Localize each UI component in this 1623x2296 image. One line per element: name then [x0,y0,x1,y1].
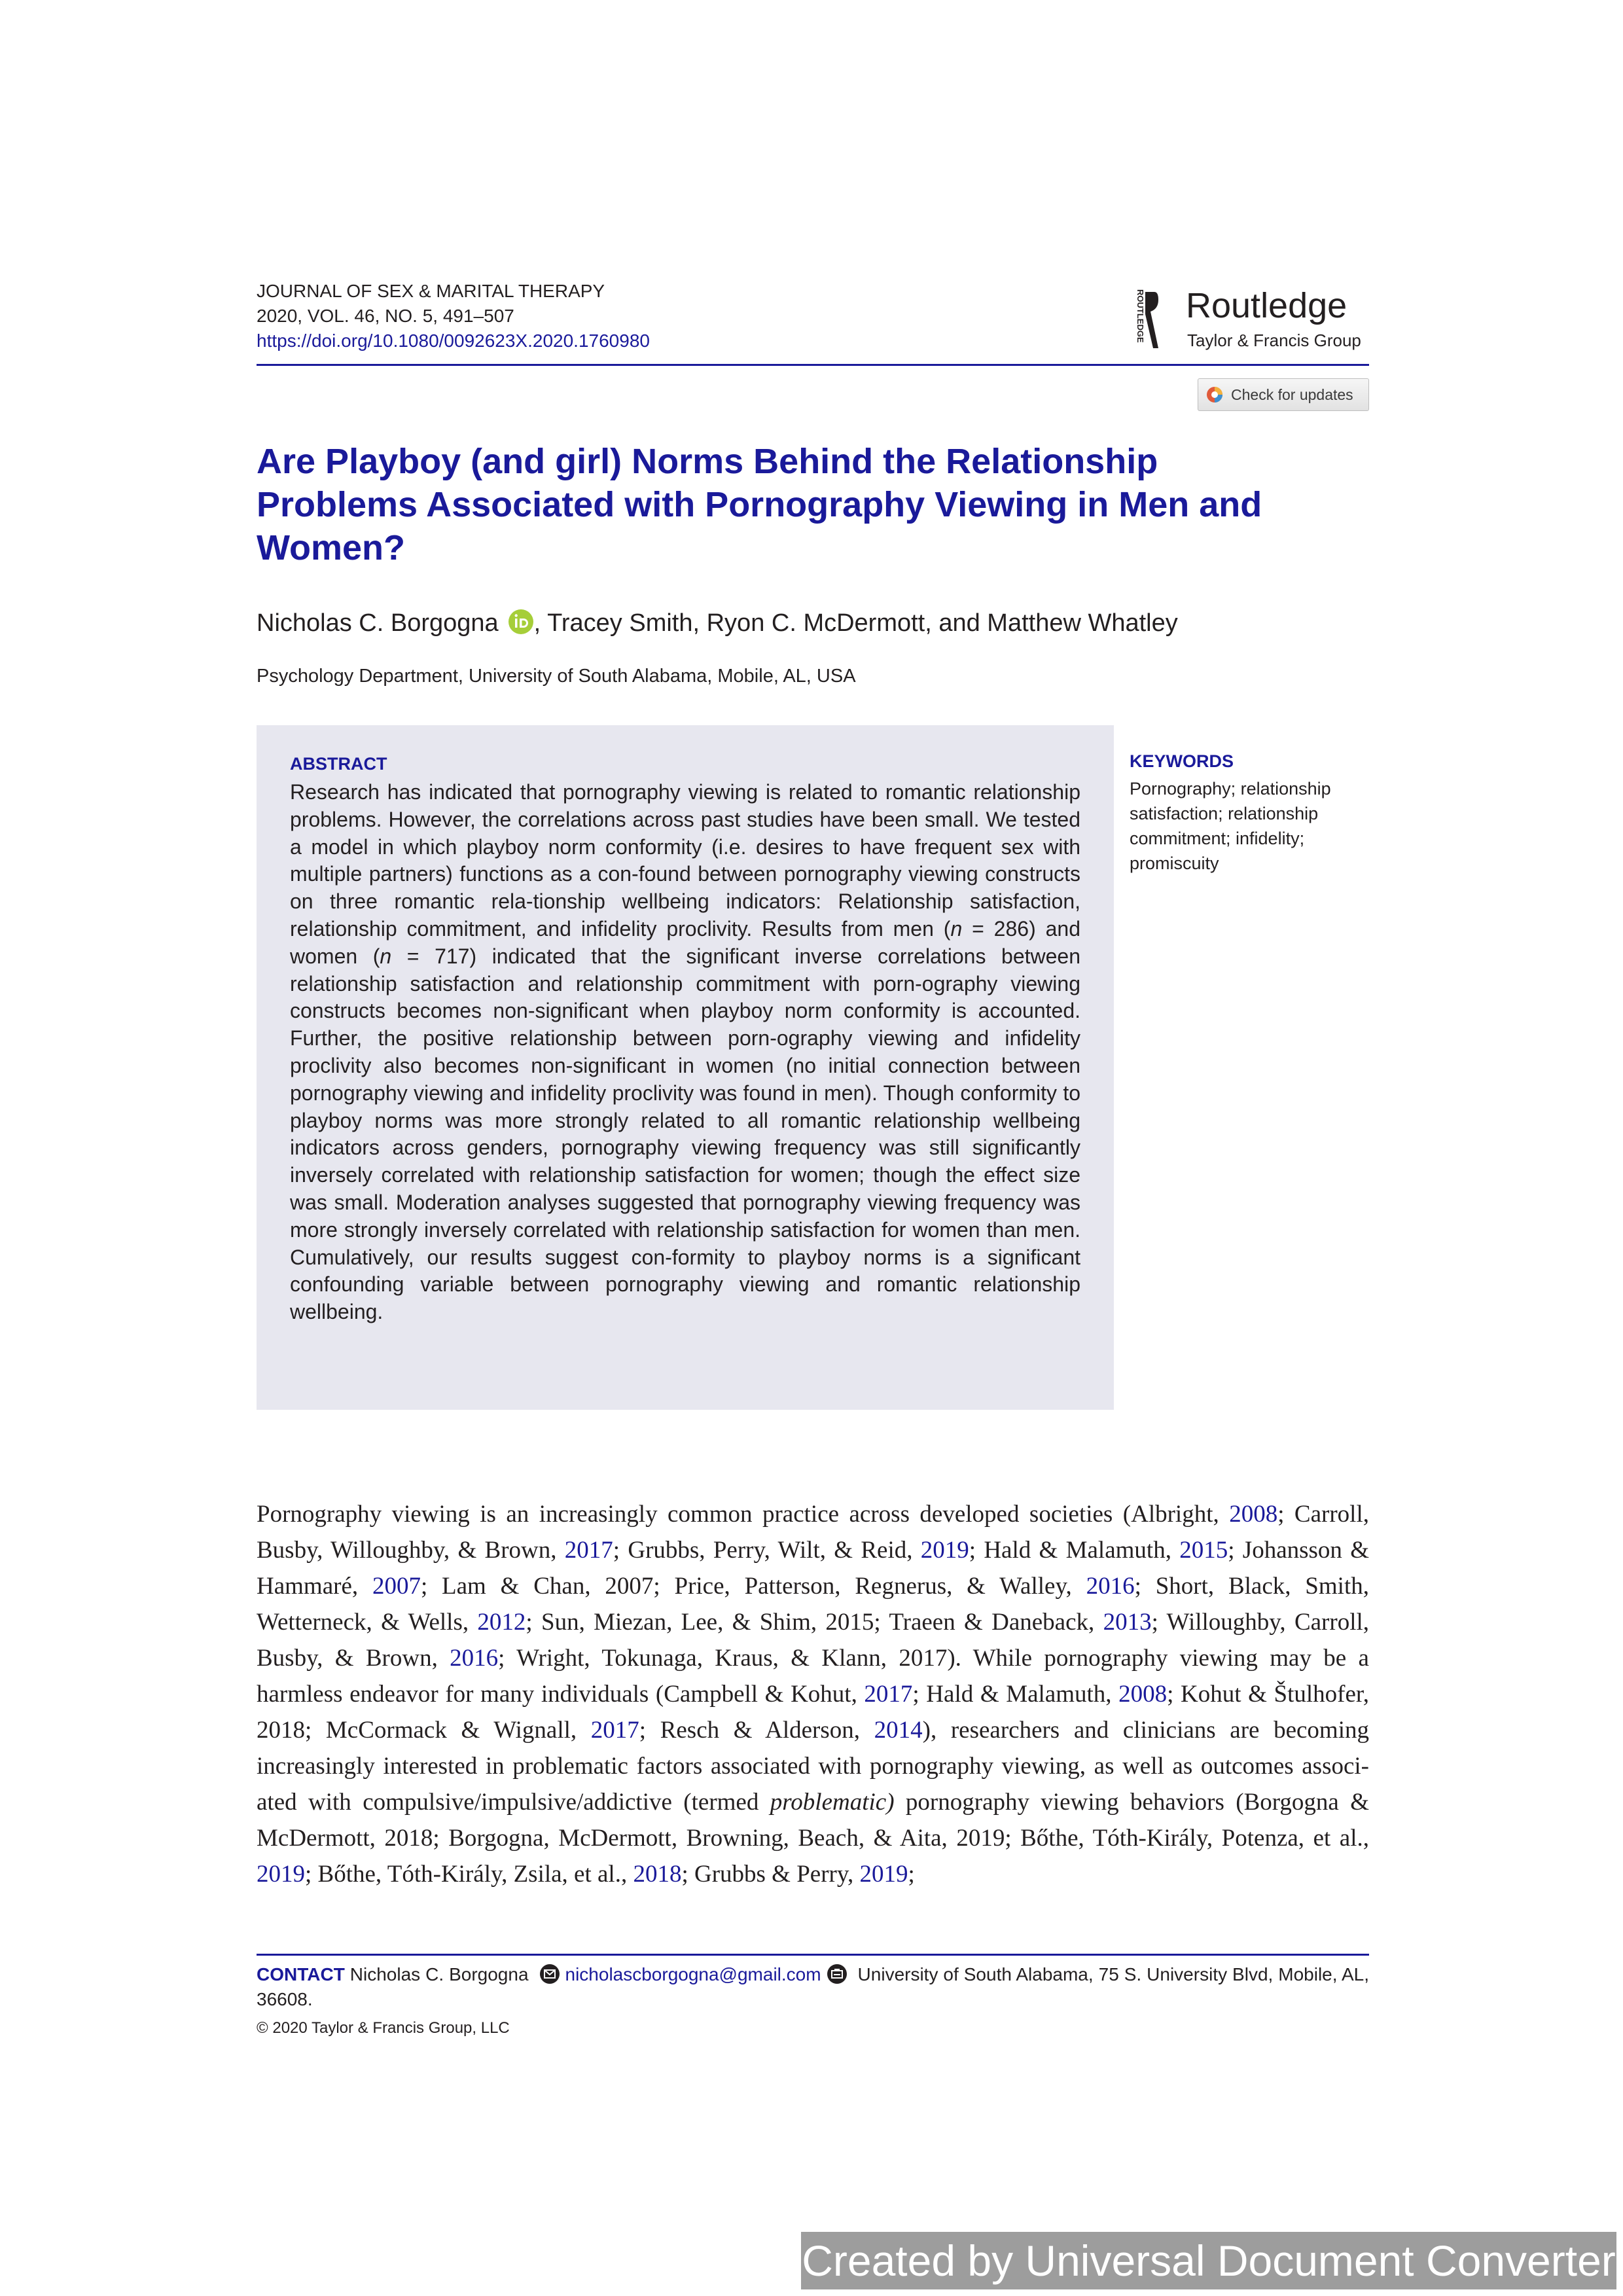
publisher-name: Routledge [1186,286,1347,325]
journal-info [257,279,650,353]
keywords-heading: KEYWORDS [1130,751,1234,771]
author-first: Nicholas C. Borgogna [257,609,499,637]
publisher-spine: ROUTLEDGE [1135,289,1145,343]
citation-link[interactable]: 2008 [1229,1501,1278,1528]
citation-link[interactable]: 2016 [1086,1573,1135,1600]
contact-address: University of South Alabama, 75 S. University Blvd, Mobile, AL, 36608. [257,1964,1369,2009]
abstract-text: Research has indicated that pornography viewing is related to romantic relationship problems. However, the correlations across past studies have been small. We tested a model in which playboy norm conformity (i.e. desires to have frequent sex with multiple partners) functions as a con-found between pornography viewing constructs on three romantic rela-tionship wellbeing indicators: Relationship satisfaction, relationship commitment, and infidelity proclivity. Results from men (n = 286) and women (n = 717) indicated that the significant inverse correlations between relationship satisfaction and relationship commitment with porn-ography viewing constructs becomes non-significant when playboy norm conformity is accounted. Further, the positive relationship between porn-ography viewing and infidelity proclivity also becomes non-significant in women (no initial connection between pornography viewing and infidelity proclivity was found in men). Though conformity to playboy norms was more strongly related to all romantic relationship wellbeing indicators across genders, pornography viewing frequency was still significantly inversely correlated with relationship satisfaction for women; though the effect size was small. Moderation analyses suggested that pornography viewing frequency was more strongly inversely correlated with relationship satisfaction for women than men. Cumulatively, our results suggest con-formity to playboy norms is a significant confounding variable between pornography viewing and romantic relationship wellbeing. [290,780,1081,1324]
journal-name: JOURNAL OF SEX & MARITAL THERAPY [257,281,605,301]
address-icon [827,1964,847,1984]
affiliation: Psychology Department, University of South Alabama, Mobile, AL, USA [257,666,856,687]
citation-link[interactable]: 2018 [633,1861,682,1888]
journal-volume: 2020, VOL. 46, NO. 5, 491–507 [257,306,514,326]
routledge-logo [1131,285,1369,356]
doi-link[interactable]: https://doi.org/10.1080/0092623X.2020.1760980 [257,331,650,351]
publisher-subtitle: Taylor & Francis Group [1187,331,1361,350]
citation-link[interactable]: 2019 [920,1537,969,1564]
footer-divider [257,1954,1369,1956]
email-link[interactable]: nicholascborgogna@gmail.com [565,1964,821,1984]
citation-link[interactable]: 2014 [874,1717,923,1744]
check-updates-label: Check for updates [1231,386,1353,403]
author-list [257,607,1178,639]
citation-link[interactable]: 2019 [859,1861,908,1888]
email-icon [539,1964,560,1984]
citation-link[interactable]: 2012 [477,1609,526,1636]
header-divider [257,364,1369,366]
copyright: © 2020 Taylor & Francis Group, LLC [257,2019,510,2037]
contact-info: CONTACT Nicholas C. Borgogna nicholascborgogna@gmail.com University of South Alabama, 75 S. University Blvd, Mobile, AL, 36608. [257,1964,1369,2009]
citation-link[interactable]: 2008 [1118,1681,1168,1708]
converter-watermark: Created by Universal Document Converter [801,2232,1616,2289]
citation-link[interactable]: 2017 [864,1681,913,1708]
citation-link[interactable]: 2017 [590,1717,639,1744]
citation-link[interactable]: 2015 [1179,1537,1228,1564]
article-title: Are Playboy (and girl) Norms Behind the Relationship Problems Associated with Pornography Viewing in Men and Women? [257,442,1262,567]
check-for-updates-button[interactable] [1198,378,1369,411]
keywords-text: Pornography; relationship satisfaction; relationship commitment; infidelity; promiscuity [1130,779,1331,873]
body-paragraph: Pornography viewing is an increasingly common practice across developed societies (Albright, 2008; Carroll, Busby, Willoughby, & Brown, 2017; Grubbs, Perry, Wilt, & Reid, 2019; Hald & Malamuth, 2015; Johansson & Hammaré, 2007; Lam & Chan, 2007; Price, Patterson, Regnerus, & Walley, 2016; Short, Black, Smith, Wetterneck, & Wells, 2012; Sun, Miezan, Lee, & Shim, 2015; Traeen & Daneback, 2013; Willoughby, Carroll, Busby, & Brown, 2016; Wright, Tokunaga, Kraus, & Klann, 2017). While pornography viewing may be a harmless endeavor for many individuals (Campbell & Kohut, 2017; Hald & Malamuth, 2008; Kohut & Štulhofer, 2018; McCormack & Wignall, 2017; Resch & Alderson, 2014), researchers and clinicians are becoming increasingly interested in problematic factors associated with pornography viewing, as well as outcomes associ-ated with compulsive/impulsive/addictive (termed problematic) pornography viewing behaviors (Borgogna & McDermott, 2018; Borgogna, McDermott, Browning, Beach, & Aita, 2019; Bőthe, Tóth-Király, Potenza, et al., 2019; Bőthe, Tóth-Király, Zsila, et al., 2018; Grubbs & Perry, 2019; [257,1501,1370,1888]
routledge-logo-icon [1131,288,1158,353]
citation-link[interactable]: 2013 [1103,1609,1152,1636]
citation-link[interactable]: 2016 [450,1645,499,1672]
orcid-icon[interactable] [508,609,534,635]
author-rest: , Tracey Smith, Ryon C. McDermott, and Matthew Whatley [533,609,1178,637]
abstract-heading: ABSTRACT [290,754,387,774]
citation-link[interactable]: 2007 [372,1573,421,1600]
check-updates-icon [1206,386,1223,403]
contact-label: CONTACT [257,1964,345,1984]
citation-link[interactable]: 2019 [257,1861,305,1888]
citation-link[interactable]: 2017 [564,1537,613,1564]
